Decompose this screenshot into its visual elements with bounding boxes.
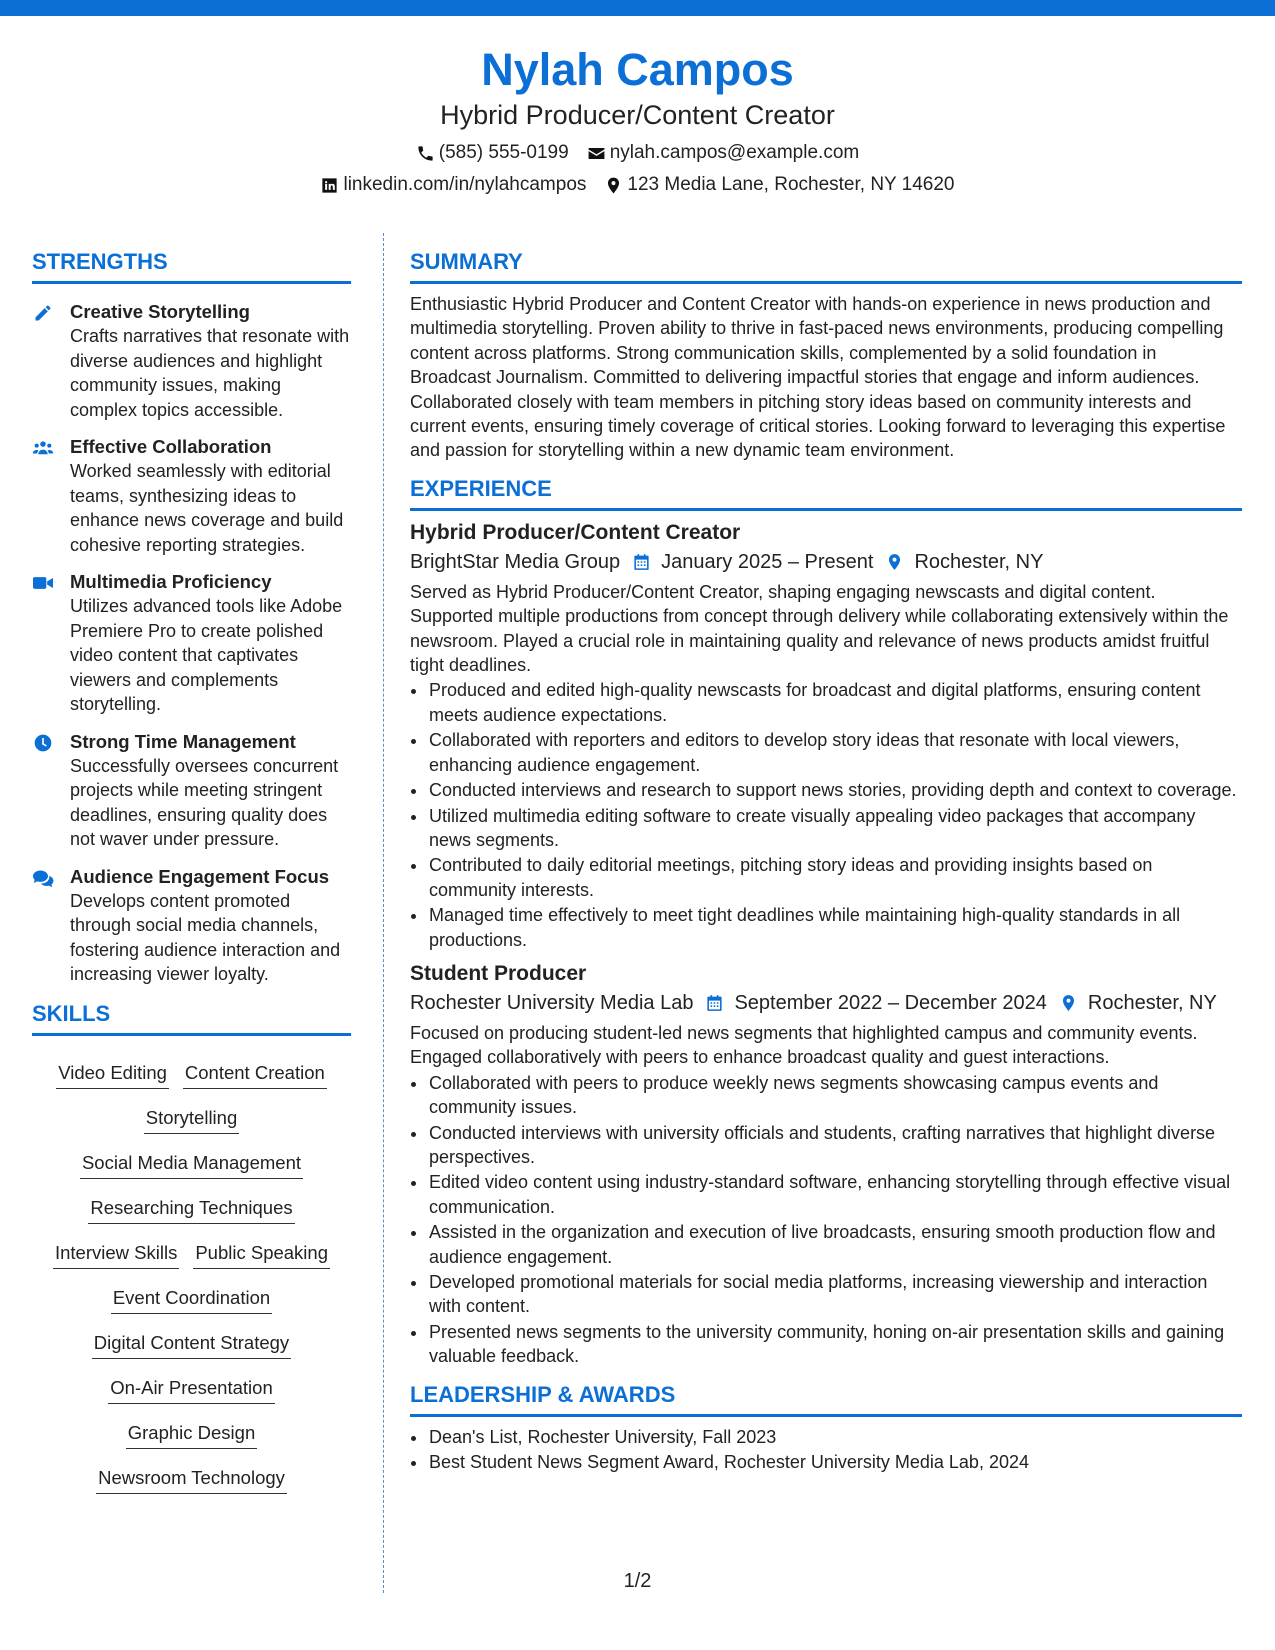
list-item: • Collaborated with peers to produce weekly news segments showcasing campus events and community issues. <box>428 1071 1242 1120</box>
strength-item <box>32 730 351 852</box>
job-title: Student Producer <box>410 961 587 985</box>
linkedin-text: linkedin.com/in/nylahcampos <box>343 174 587 195</box>
skill-tag: Social Media Management <box>80 1150 303 1179</box>
strength-title: Effective Collaboration <box>70 436 272 457</box>
email-text: nylah.campos@example.com <box>609 142 860 163</box>
phone-icon <box>416 144 435 163</box>
column-divider <box>383 233 384 1593</box>
strengths-list <box>32 300 351 987</box>
skill-tag: Event Coordination <box>111 1285 272 1314</box>
comments-icon <box>32 868 54 888</box>
list-item: • Managed time effectively to meet tight deadlines while maintaining high-quality standards in all productions. <box>428 903 1242 952</box>
list-item: • Conducted interviews and research to support news stories, providing depth and context to coverage. <box>428 778 1242 802</box>
strength-title: Strong Time Management <box>70 730 296 752</box>
list-item: • Utilized multimedia editing software to create visually appealing video packages that accompany news segments. <box>428 804 1242 853</box>
left-column <box>32 248 351 1500</box>
strength-title: Audience Engagement Focus <box>70 865 330 887</box>
strength-title: Creative Storytelling <box>70 301 250 322</box>
strength-description: Successfully oversees concurrent projects while meeting stringent deadlines, ensuring quality does not waver under pressure. <box>70 755 339 849</box>
awards-heading: LEADERSHIP & AWARDS <box>410 1381 1242 1417</box>
list-item: • Collaborated with reporters and editors to develop story ideas that resonate with local viewers, enhancing audience engagement. <box>428 728 1242 777</box>
page-number: 1/2 <box>623 1570 652 1592</box>
resume-header <box>0 44 1275 197</box>
list-item: • Dean's List, Rochester University, Fall 2023 <box>428 1425 1242 1449</box>
job-dates: September 2022 – December 2024 <box>734 991 1047 1014</box>
map-marker-icon <box>604 176 623 195</box>
strength-description: Develops content promoted through social media channels, fostering audience interaction and increasing viewer loyalty. <box>70 890 341 984</box>
job-location: Rochester, NY <box>914 550 1044 573</box>
skill-tag: Researching Techniques <box>88 1195 294 1224</box>
job-dates: January 2025 – Present <box>661 550 874 573</box>
job-company: BrightStar Media Group <box>410 550 621 573</box>
skill-tag: Interview Skills <box>53 1240 179 1269</box>
top-accent-bar <box>0 0 1275 16</box>
strength-description: Worked seamlessly with editorial teams, synthesizing ideas to enhance news coverage and build cohesive reporting strategies. <box>70 461 344 555</box>
job-title: Hybrid Producer/Content Creator <box>410 520 741 544</box>
users-icon <box>32 438 54 458</box>
skills-list <box>32 1050 351 1500</box>
envelope-icon <box>587 144 606 163</box>
calendar-icon <box>632 552 651 572</box>
strength-item <box>32 300 351 422</box>
strength-item <box>32 435 351 557</box>
skill-tag: Public Speaking <box>193 1240 330 1269</box>
summary-text: Enthusiastic Hybrid Producer and Content Creator with hands-on experience in news production and multimedia storytelling. Proven ability to thrive in fast-paced news environments, producing compelling content across platforms. Strong communication skills, complemented by a solid foundation in Broadcast Journalism. Committed to delivering impactful stories that engage and inform audiences. Collaborated closely with team members in pitching story ideas based on community interests and current events, ensuring timely coverage of critical stories. Looking forward to leveraging this expertise and passion for storytelling within a new dynamic team environment. <box>410 294 1226 461</box>
skill-tag: Graphic Design <box>126 1420 258 1449</box>
list-item: • Produced and edited high-quality newscasts for broadcast and digital platforms, ensuring content meets audience expectations. <box>428 678 1242 727</box>
strength-item <box>32 865 351 987</box>
candidate-name: Nylah Campos <box>481 44 794 95</box>
list-item: • Best Student News Segment Award, Rochester University Media Lab, 2024 <box>428 1450 1242 1474</box>
list-item: • Presented news segments to the university community, honing on-air presentation skills and gaining valuable feedback. <box>428 1320 1242 1369</box>
job-entry <box>410 519 1242 952</box>
job-bullets <box>410 1071 1242 1369</box>
awards-list <box>410 1425 1242 1475</box>
list-item: • Assisted in the organization and execution of live broadcasts, ensuring smooth production flow and audience engagement. <box>428 1220 1242 1269</box>
contact-row-2 <box>0 173 1275 197</box>
experience-heading: EXPERIENCE <box>410 475 1242 511</box>
job-location: Rochester, NY <box>1087 991 1217 1014</box>
job-bullets <box>410 678 1242 951</box>
linkedin-contact[interactable] <box>320 173 586 197</box>
skill-tag: Video Editing <box>56 1060 169 1089</box>
strength-description: Utilizes advanced tools like Adobe Premiere Pro to create polished video content that captivates viewers and complements storytelling. <box>70 596 343 714</box>
skill-tag: Content Creation <box>183 1060 327 1089</box>
email-contact[interactable] <box>587 141 860 165</box>
address-text: 123 Media Lane, Rochester, NY 14620 <box>627 174 955 195</box>
list-item: • Contributed to daily editorial meetings, pitching story ideas and providing insights based on community interests. <box>428 853 1242 902</box>
job-description: Focused on producing student-led news segments that highlighted campus and community events. Engaged collaboratively with peers to enhance broadcast quality and guest interactions. <box>410 1022 1198 1068</box>
contact-row-1 <box>0 141 1275 165</box>
video-camera-icon <box>32 573 54 593</box>
job-description: Served as Hybrid Producer/Content Creator, shaping engaging newscasts and digital content. Supported multiple productions from concept through delivery while collaborating extensively within the newsroom. Played a crucial role in maintaining quality and relevance of news products amidst fruitful tight deadlines. <box>410 581 1229 676</box>
skill-tag: Digital Content Strategy <box>92 1330 291 1359</box>
phone-contact[interactable] <box>416 141 569 165</box>
skill-tag: On-Air Presentation <box>108 1375 274 1404</box>
job-company: Rochester University Media Lab <box>410 991 694 1014</box>
strength-item <box>32 570 351 717</box>
skills-heading: SKILLS <box>32 1000 351 1036</box>
job-meta <box>410 989 1242 1017</box>
phone-text: (585) 555-0199 <box>438 142 569 163</box>
summary-heading: SUMMARY <box>410 248 1242 284</box>
strengths-heading: STRENGTHS <box>32 248 351 284</box>
map-marker-icon <box>1059 993 1078 1013</box>
job-entry <box>410 960 1242 1369</box>
list-item: • Conducted interviews with university officials and students, crafting narratives that highlight diverse perspectives. <box>428 1121 1242 1170</box>
calendar-icon <box>705 993 724 1013</box>
clock-icon <box>32 733 54 753</box>
list-item: • Edited video content using industry-standard software, enhancing storytelling through effective visual communication. <box>428 1170 1242 1219</box>
strength-title: Multimedia Proficiency <box>70 571 272 592</box>
address-contact <box>604 173 954 197</box>
strength-description: Crafts narratives that resonate with diverse audiences and highlight community issues, making complex topics accessible. <box>70 326 350 420</box>
job-meta <box>410 548 1242 576</box>
linkedin-icon <box>320 176 339 195</box>
right-column <box>410 248 1242 1475</box>
skill-tag: Newsroom Technology <box>96 1465 287 1494</box>
skill-tag: Storytelling <box>144 1105 240 1134</box>
map-marker-icon <box>885 552 904 572</box>
list-item: • Developed promotional materials for social media platforms, increasing viewership and interaction with content. <box>428 1270 1242 1319</box>
candidate-title: Hybrid Producer/Content Creator <box>440 100 835 130</box>
pencil-icon <box>32 303 54 323</box>
